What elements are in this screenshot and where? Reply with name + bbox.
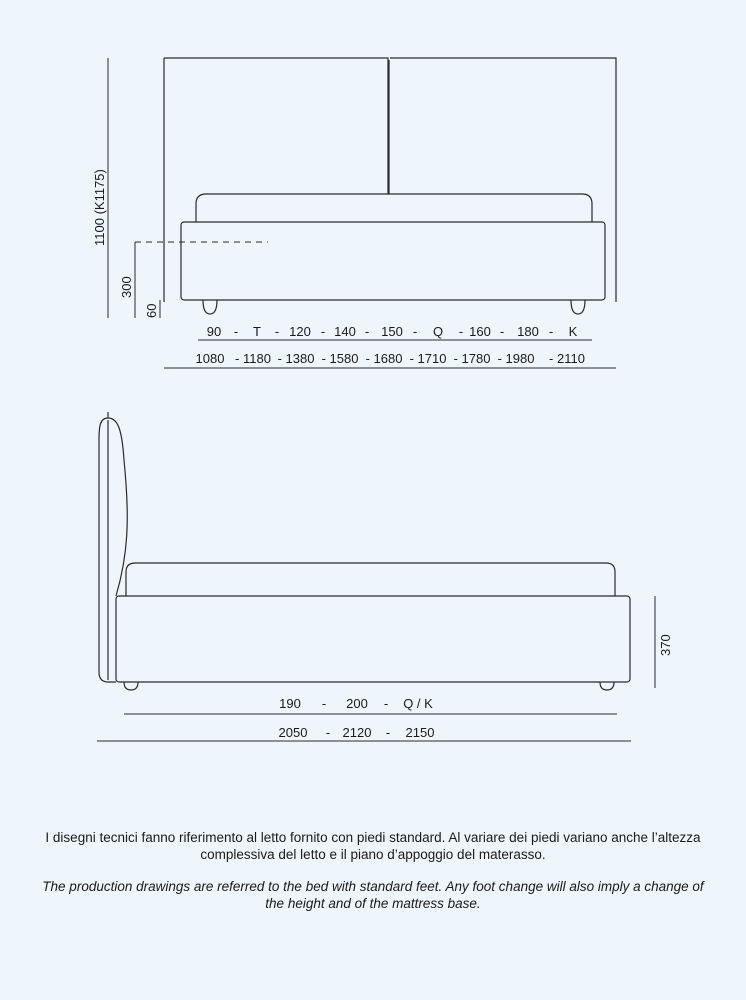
mattress-size-label: T bbox=[253, 324, 261, 339]
note-english: The production drawings are referred to the bed with standard feet. Any foot change will also imply a change of the height and of the mattress base. bbox=[42, 879, 704, 911]
front-foot-height-label: 60 bbox=[144, 303, 159, 318]
mattress-length-label: - bbox=[383, 696, 389, 711]
overall-width-label: - 1580 bbox=[321, 351, 359, 366]
mattress-size-label: - bbox=[499, 324, 505, 339]
mattress-size-label: 120 bbox=[289, 324, 311, 339]
mattress-size-label: - bbox=[320, 324, 326, 339]
front-base-height-label: 300 bbox=[119, 276, 134, 298]
overall-width-label: - 2110 bbox=[549, 351, 585, 366]
overall-widths-row bbox=[196, 351, 585, 366]
front-view bbox=[92, 58, 616, 368]
overall-width-label: - 1780 bbox=[453, 351, 491, 366]
mattress-sizes-row bbox=[207, 324, 578, 339]
mattress-size-label: 160 bbox=[469, 324, 491, 339]
mattress-size-label: - bbox=[412, 324, 418, 339]
mattress-size-label: - bbox=[233, 324, 239, 339]
overall-width-label: - 1680 bbox=[365, 351, 403, 366]
overall-length-label: - bbox=[325, 725, 331, 740]
mattress-length-label: 200 bbox=[346, 696, 368, 711]
front-mattress bbox=[196, 194, 592, 222]
overall-lengths-row bbox=[279, 725, 435, 740]
headboard-left-panel bbox=[164, 58, 388, 302]
mattress-size-label: - bbox=[274, 324, 280, 339]
mattress-size-label: K bbox=[568, 324, 578, 339]
side-bed-base bbox=[116, 596, 630, 682]
side-foot-right bbox=[600, 682, 614, 690]
mattress-size-label: 140 bbox=[334, 324, 356, 339]
overall-width-label: - 1180 bbox=[235, 351, 271, 366]
overall-length-label: 2150 bbox=[405, 725, 435, 740]
overall-width-label: - 1980 bbox=[497, 351, 535, 366]
mattress-size-label: 180 bbox=[517, 324, 539, 339]
overall-width-label: 1080 bbox=[195, 351, 225, 366]
overall-length-label: - bbox=[385, 725, 391, 740]
overall-width-label: - 1380 bbox=[277, 351, 315, 366]
mattress-size-label: Q bbox=[432, 324, 444, 339]
mattress-size-label: - bbox=[548, 324, 554, 339]
overall-length-label: 2050 bbox=[278, 725, 308, 740]
side-foot-left bbox=[124, 682, 138, 690]
mattress-size-label: 90 bbox=[206, 324, 222, 339]
overall-width-label: - 1710 bbox=[409, 351, 447, 366]
front-bed-base bbox=[181, 222, 605, 300]
front-height-label: 1100 (K1175) bbox=[92, 169, 107, 246]
front-foot-right bbox=[571, 300, 585, 314]
side-view bbox=[97, 412, 673, 741]
side-height-label: 370 bbox=[658, 634, 673, 656]
front-foot-left bbox=[203, 300, 217, 314]
mattress-length-label: - bbox=[321, 696, 327, 711]
mattress-length-label: Q / K bbox=[403, 696, 433, 711]
mattress-size-label: - bbox=[458, 324, 464, 339]
side-mattress bbox=[126, 563, 615, 596]
mattress-length-label: 190 bbox=[279, 696, 301, 711]
mattress-size-label: - bbox=[364, 324, 370, 339]
mattress-size-label: 150 bbox=[381, 324, 403, 339]
overall-length-label: 2120 bbox=[342, 725, 372, 740]
headboard-right-panel bbox=[390, 58, 616, 302]
note-italian: I disegni tecnici fanno riferimento al letto fornito con piedi standard. Al variare dei piedi variano anche l’altezza complessiva del letto e il piano d’appoggio del materasso. bbox=[45, 830, 701, 862]
side-headboard bbox=[99, 412, 127, 682]
mattress-lengths-row bbox=[279, 696, 433, 711]
